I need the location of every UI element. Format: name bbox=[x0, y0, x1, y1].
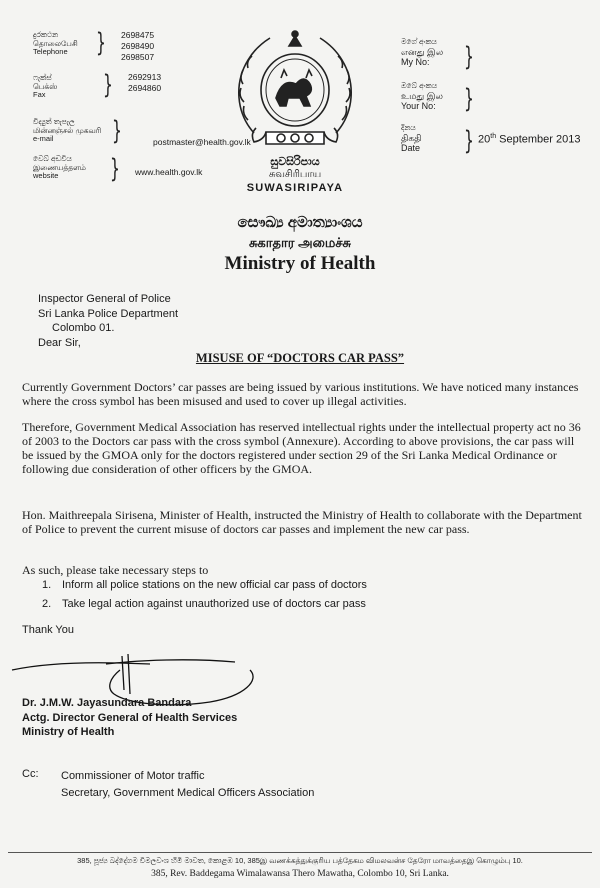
crest-motto-si: සුවසිරිපාය bbox=[270, 156, 320, 168]
fax-label-si: ෆැක්ස් bbox=[33, 73, 52, 82]
paragraph: Therefore, Government Medical Association has reserved intellectual rights under the intellectual property act no 36 of 2003 to the Doctors car pass with the cross symbol (Annexure). According to above provisions, the car pass will be issued by the GMOA only for the doctors registered under section 29 of the Sri Lanka Medical Ordinance or following due consideration of other officers by the GMOA. bbox=[22, 420, 581, 476]
your-no-label-si: ඔබේ අංකය bbox=[401, 81, 438, 90]
email-value: postmaster@health.gov.lk bbox=[153, 137, 251, 147]
steps-list bbox=[42, 576, 367, 614]
step-text: Take legal action against unauthorized use of doctors car pass bbox=[62, 598, 366, 610]
step-text: Inform all police stations on the new official car pass of doctors bbox=[62, 579, 367, 591]
ref-my-no bbox=[401, 38, 443, 66]
subject-heading: MISUSE OF “DOCTORS CAR PASS” bbox=[195, 351, 405, 365]
crest-motto-en: SUWASIRIPAYA bbox=[246, 182, 344, 194]
fax-number: 2694860 bbox=[128, 83, 162, 93]
signatory-name: Dr. J.M.W. Jayasundara Bandara bbox=[22, 697, 192, 709]
steps-intro: As such, please take necessary steps to bbox=[22, 563, 209, 577]
telephone-label-en: Telephone bbox=[33, 47, 68, 56]
date-label-en: Date bbox=[401, 142, 421, 153]
signatory-block bbox=[22, 696, 237, 740]
ref-date bbox=[401, 124, 422, 152]
footer-address-local: 385, පූජ්‍ය බද්දේගම විමලවංශ හිමි මාවත, කොළඹ 10, 385இ வணக்கத்துக்குரிய பத்தேகம விமலவன்ச தேரோ மாவத்தைஇ கொழும்பு 10. bbox=[77, 856, 523, 865]
subject-wrap bbox=[0, 349, 600, 367]
website-label-en: website bbox=[33, 171, 59, 180]
telephone-label-ta: தொலைபேசி bbox=[33, 38, 78, 48]
date-month-year: September 2013 bbox=[496, 133, 581, 146]
recipient-line: Sri Lanka Police Department bbox=[38, 307, 179, 320]
recipient-address bbox=[38, 292, 178, 350]
closing: Thank You bbox=[22, 624, 74, 636]
brace-icon: } bbox=[464, 42, 474, 72]
date-label-ta: திகதி bbox=[401, 132, 422, 143]
website-value: www.health.gov.lk bbox=[135, 167, 203, 177]
my-no-label-en: My No: bbox=[401, 56, 430, 67]
contact-fax bbox=[33, 74, 57, 100]
list-item: 1. Inform all police stations on the new official car pass of doctors bbox=[42, 579, 367, 591]
fax-label-ta: பெக்ஸ் bbox=[33, 81, 58, 91]
signatory-org: Ministry of Health bbox=[22, 726, 115, 738]
brace-icon: } bbox=[110, 154, 120, 184]
fax-numbers bbox=[128, 72, 161, 94]
date-suffix: th bbox=[490, 133, 497, 140]
my-no-label-si: මගේ අංකය bbox=[401, 37, 437, 46]
my-no-label-ta: எனது இல bbox=[401, 46, 444, 57]
email-label-ta: மின்னஞ்சல் முகவரி bbox=[33, 125, 102, 135]
ministry-name-en: Ministry of Health bbox=[224, 253, 376, 274]
ministry-name-si: සෞඛ්‍ය අමාත්‍යාංශය bbox=[237, 214, 363, 231]
your-no-label-en: Your No: bbox=[401, 100, 436, 111]
crest-motto-ta: சுவசிரிபாய bbox=[268, 169, 322, 180]
contact-website bbox=[33, 155, 86, 181]
recipient-line: Colombo 01. bbox=[52, 322, 115, 334]
footer-address-en: 385, Rev. Baddegama Wimalawansa Thero Mawatha, Colombo 10, Sri Lanka. bbox=[151, 869, 449, 879]
telephone-number: 2698475 bbox=[121, 30, 155, 40]
telephone-label-si: දුරකථන bbox=[33, 30, 59, 39]
recipient-line: Inspector General of Police bbox=[38, 293, 171, 305]
paragraph: Currently Government Doctors’ car passes are being issued by various institutions. We have noticed many instances where the cross symbol has been misused and used to cover up illegal activities. bbox=[22, 380, 579, 408]
date-label-si: දිනය bbox=[401, 123, 416, 132]
contact-email bbox=[33, 118, 101, 144]
telephone-number: 2698490 bbox=[121, 41, 155, 51]
email-label-en: e-mail bbox=[33, 134, 54, 143]
telephone-number: 2698507 bbox=[121, 52, 155, 62]
salutation: Dear Sir, bbox=[38, 336, 81, 349]
email-label-si: විද්‍යුත් තැපැල bbox=[33, 117, 75, 126]
contact-telephone bbox=[33, 31, 78, 57]
telephone-numbers bbox=[121, 30, 154, 63]
date-value bbox=[478, 133, 580, 146]
date-day: 20 bbox=[478, 133, 491, 146]
national-emblem-icon bbox=[226, 28, 364, 156]
website-label-ta: இணையத்தளம் bbox=[33, 162, 86, 172]
cc-recipient: Secretary, Government Medical Officers Association bbox=[61, 787, 315, 799]
cc-list bbox=[61, 768, 314, 802]
footer-divider bbox=[8, 852, 592, 853]
ministry-name-ta: சுகாதார அமைச்சு bbox=[248, 235, 352, 250]
your-no-label-ta: உமது இல bbox=[401, 90, 443, 101]
website-label-si: වෙබ් අඩවිය bbox=[33, 154, 72, 163]
cc-recipient: Commissioner of Motor traffic bbox=[61, 770, 205, 782]
brace-icon: } bbox=[96, 28, 106, 58]
ref-your-no bbox=[401, 82, 443, 110]
brace-icon: } bbox=[464, 126, 474, 156]
brace-icon: } bbox=[103, 70, 113, 100]
brace-icon: } bbox=[112, 116, 122, 146]
paragraph: Hon. Maithreepala Sirisena, Minister of Health, instructed the Ministry of Health to collaborate with the Department of Police to prevent the current misuse of doctors car passes and implement the new car pass. bbox=[22, 508, 582, 536]
list-item: 2. Take legal action against unauthorized use of doctors car pass bbox=[42, 598, 366, 610]
fax-number: 2692913 bbox=[128, 72, 162, 82]
fax-label-en: Fax bbox=[33, 90, 46, 99]
brace-icon: } bbox=[464, 84, 474, 114]
cc-label: Cc: bbox=[22, 768, 39, 780]
signatory-title: Actg. Director General of Health Services bbox=[22, 711, 238, 724]
